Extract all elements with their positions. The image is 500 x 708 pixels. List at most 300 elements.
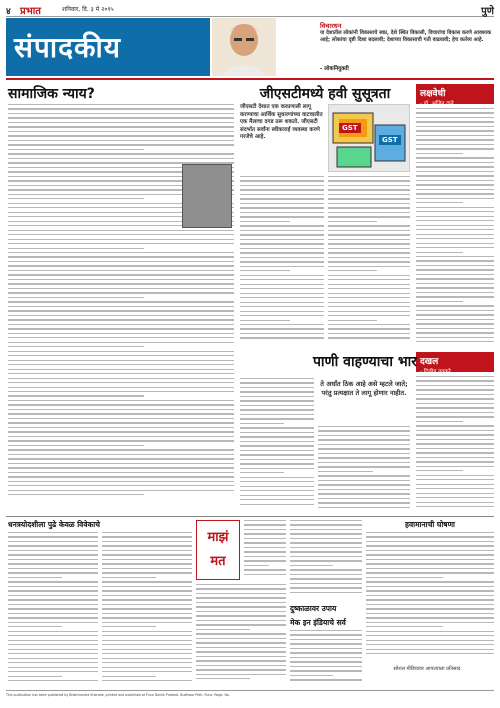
text-line [328, 257, 410, 258]
text-line [416, 457, 494, 458]
text-line [8, 440, 234, 441]
thought-author: - लोकनियुक्ती [320, 66, 349, 72]
text-line [328, 337, 410, 338]
text-line [240, 261, 324, 262]
text-line [244, 520, 286, 521]
text-line [416, 497, 494, 498]
text-line [416, 283, 494, 284]
text-line [366, 581, 494, 582]
section-2-body [416, 376, 494, 512]
text-line [318, 462, 410, 463]
text-line [366, 577, 443, 578]
bottom-col-5 [290, 520, 362, 600]
text-line [290, 569, 362, 570]
text-line [8, 261, 234, 262]
text-line [416, 421, 463, 422]
text-line [290, 556, 362, 557]
text-line [102, 532, 192, 533]
text-line [328, 333, 410, 334]
text-line [102, 662, 192, 663]
text-line [240, 311, 324, 312]
text-line [240, 239, 324, 240]
text-line [328, 293, 410, 294]
text-line [328, 320, 377, 321]
text-line [8, 608, 98, 609]
text-line [416, 265, 494, 266]
text-line [416, 260, 494, 261]
text-line [240, 297, 324, 298]
text-line [416, 269, 494, 270]
text-line [102, 541, 192, 542]
text-line [8, 536, 98, 537]
text-line [8, 131, 234, 132]
text-line [8, 274, 234, 275]
text-line [8, 369, 234, 370]
text-line [8, 144, 234, 145]
text-line [416, 189, 494, 190]
text-line [8, 342, 234, 343]
text-line [416, 247, 494, 248]
text-line [416, 139, 494, 140]
text-line [328, 221, 377, 222]
text-line [102, 599, 192, 600]
text-line [328, 297, 410, 298]
text-line [102, 595, 192, 596]
text-line [244, 529, 286, 530]
text-line [240, 337, 324, 338]
text-line [8, 590, 98, 591]
text-line [318, 484, 410, 485]
text-line [196, 642, 286, 643]
text-line [416, 117, 494, 118]
text-line [366, 559, 494, 560]
text-line [328, 275, 410, 276]
text-line [196, 620, 286, 621]
text-line [240, 391, 314, 392]
masthead [6, 4, 494, 17]
text-line [328, 234, 410, 235]
text-line [290, 538, 362, 539]
section-2-title: दखल [420, 357, 439, 367]
text-line [196, 651, 286, 652]
bottom-col-1 [8, 532, 98, 686]
gst-photo [328, 104, 410, 172]
text-line [240, 185, 324, 186]
text-line [416, 337, 494, 338]
text-line [366, 563, 494, 564]
text-line [328, 230, 410, 231]
text-line [8, 234, 234, 235]
text-line [8, 599, 98, 600]
text-line [240, 194, 324, 195]
text-line [240, 275, 324, 276]
text-line [416, 314, 494, 315]
text-line [240, 427, 314, 428]
text-line [240, 490, 314, 491]
text-line [240, 414, 314, 415]
text-line [8, 436, 234, 437]
brand-logo: प्रभात [20, 6, 42, 17]
text-line [102, 586, 192, 587]
text-line [318, 448, 410, 449]
text-line [328, 324, 410, 325]
text-line [416, 225, 494, 226]
text-line [8, 319, 234, 320]
text-line [8, 387, 234, 388]
text-line [240, 230, 324, 231]
thought-quote: या देशातील लोकांनी विकासाचे स्वप्न, देशे स्थित विकासी, विचारांचा विकास करणे आवश्यक आहे; लोकांचा दृष्टी दिशा बदलावी; देशाच्या विकासाची गती वाढवावी; हेच कर्तव्य आहे. [320, 30, 492, 43]
text-line [8, 667, 98, 668]
text-line [328, 207, 410, 208]
text-line [8, 126, 234, 127]
text-line [102, 667, 192, 668]
text-line [416, 443, 494, 444]
gst-tag-2: GST [379, 135, 401, 145]
text-line [8, 463, 234, 464]
text-line [416, 252, 463, 253]
text-line [318, 453, 410, 454]
issue-date: शनिवार, दि. ३ मे २०१५ [62, 6, 114, 13]
text-line [196, 593, 286, 594]
text-line [8, 458, 234, 459]
text-line [102, 545, 192, 546]
text-line [318, 444, 410, 445]
text-line [8, 256, 234, 257]
text-line [240, 504, 314, 505]
text-line [416, 220, 494, 221]
text-line [290, 679, 362, 680]
text-line [328, 216, 410, 217]
text-line [240, 333, 324, 334]
text-line [196, 588, 286, 589]
text-line [8, 640, 98, 641]
text-line [416, 412, 494, 413]
text-line [416, 434, 494, 435]
text-line [416, 323, 494, 324]
text-line [290, 574, 362, 575]
text-line [366, 617, 494, 618]
text-line [240, 207, 324, 208]
text-line [416, 207, 494, 208]
text-line [290, 560, 362, 561]
text-line [240, 495, 314, 496]
text-line [416, 470, 463, 471]
bottom-col-6 [366, 532, 494, 662]
text-line [8, 279, 234, 280]
text-line [416, 398, 494, 399]
text-line [366, 586, 494, 587]
text-line [328, 261, 410, 262]
text-line [102, 568, 192, 569]
text-line [416, 153, 463, 154]
text-line [8, 563, 98, 564]
page-number: ४ [6, 7, 11, 17]
text-line [240, 252, 324, 253]
bottom-title-2: दुष्काळावर उपाय [290, 604, 337, 613]
text-line [8, 351, 234, 352]
text-line [244, 574, 286, 575]
text-line [244, 533, 286, 534]
text-line [8, 382, 234, 383]
text-line [8, 676, 62, 677]
text-line [328, 189, 410, 190]
text-line [416, 407, 494, 408]
text-line [366, 541, 494, 542]
box-story-title: पाणी वाहण्याचा भार [312, 354, 418, 370]
text-line [416, 112, 494, 113]
text-line [196, 665, 286, 666]
text-line [244, 565, 269, 566]
text-line [244, 524, 286, 525]
text-line [244, 560, 286, 561]
text-line [416, 211, 494, 212]
text-line [318, 502, 410, 503]
text-line [240, 288, 324, 289]
text-line [328, 198, 410, 199]
text-line [366, 536, 494, 537]
text-line [8, 315, 234, 316]
text-line [416, 135, 494, 136]
text-line [290, 666, 362, 667]
text-line [240, 400, 314, 401]
text-line [416, 121, 494, 122]
text-line [366, 622, 494, 623]
text-line [290, 542, 362, 543]
text-line [240, 436, 314, 437]
text-line [318, 480, 410, 481]
thought-heading: विचारधन [320, 22, 342, 30]
text-line [366, 613, 494, 614]
text-line [196, 674, 286, 675]
text-line [240, 382, 314, 383]
text-line [102, 671, 192, 672]
text-line [416, 506, 494, 507]
text-line [8, 158, 234, 159]
text-line [8, 581, 98, 582]
text-line [8, 568, 98, 569]
text-line [416, 452, 494, 453]
text-line [416, 256, 494, 257]
text-line [416, 448, 494, 449]
text-line [240, 266, 324, 267]
text-line [8, 108, 234, 109]
text-line [416, 274, 494, 275]
text-line [416, 216, 494, 217]
text-line [416, 461, 494, 462]
text-line [8, 653, 98, 654]
text-line [8, 418, 234, 419]
divider [6, 78, 494, 80]
text-line [240, 477, 314, 478]
email-line: सोशल मीडियावर आपल्याला प्रतिसाद [393, 666, 461, 672]
text-line [318, 489, 410, 490]
text-line [8, 622, 98, 623]
text-line [290, 565, 333, 566]
footer: This publication has been published by Bhalchandra Kharade, printed and published at Pune Dainik Prabhat, Budhwar Peth, Pune. Regd. No. [6, 690, 494, 698]
text-line [8, 649, 98, 650]
bottom-col-4 [244, 520, 286, 580]
text-line [102, 554, 192, 555]
text-line [416, 425, 494, 426]
text-line [416, 180, 494, 181]
text-line [416, 328, 494, 329]
text-line [8, 635, 98, 636]
text-line [244, 547, 286, 548]
text-line [102, 559, 192, 560]
text-line [244, 542, 286, 543]
text-line [8, 333, 234, 334]
text-line [366, 604, 494, 605]
text-line [102, 572, 192, 573]
text-line [328, 284, 410, 285]
text-line [366, 595, 494, 596]
text-line [8, 292, 234, 293]
text-line [328, 176, 410, 177]
text-line [328, 252, 410, 253]
text-line [102, 626, 156, 627]
text-line [416, 130, 494, 131]
text-line [290, 661, 362, 662]
text-line [240, 396, 314, 397]
text-line [416, 126, 494, 127]
text-line [102, 631, 192, 632]
text-line [240, 468, 314, 469]
text-line [416, 234, 494, 235]
text-line [8, 198, 144, 199]
text-line [240, 432, 314, 433]
text-line [8, 481, 234, 482]
text-line [8, 490, 234, 491]
section-head-1 [416, 84, 494, 107]
text-line [8, 472, 234, 473]
text-line [416, 296, 494, 297]
text-line [416, 466, 494, 467]
text-line [8, 559, 98, 560]
text-line [240, 409, 314, 410]
text-line [416, 479, 494, 480]
text-line [240, 248, 324, 249]
text-line [290, 583, 362, 584]
text-line [416, 488, 494, 489]
portrait-icon [212, 18, 276, 76]
bottom-title-3: हवामानाची घोषणा [404, 520, 456, 529]
text-line [8, 297, 144, 298]
text-line [366, 550, 494, 551]
text-line [8, 265, 234, 266]
text-line [8, 467, 234, 468]
text-line [196, 611, 286, 612]
text-line [290, 648, 362, 649]
text-line [416, 108, 494, 109]
text-line [328, 306, 410, 307]
text-line [416, 229, 494, 230]
text-line [102, 653, 192, 654]
text-line [416, 493, 494, 494]
text-line [244, 556, 286, 557]
text-line [290, 533, 362, 534]
text-line [328, 212, 410, 213]
text-line [102, 577, 156, 578]
editorial-2-body-col-1 [240, 176, 324, 344]
box-story-pull-quote: ते अर्धांत ठिक आहे असे म्हटले जाते; परंतु प्रत्यक्षात ते लागू होणार नाहीत. [320, 380, 408, 397]
text-line [290, 578, 362, 579]
text-line [8, 476, 234, 477]
text-line [102, 581, 192, 582]
majha-label-1: माझं [207, 530, 229, 545]
text-line [8, 310, 234, 311]
text-line [196, 615, 286, 616]
text-line [240, 225, 324, 226]
text-line [290, 524, 362, 525]
text-line [8, 485, 234, 486]
thought-box [212, 18, 494, 76]
text-line [240, 320, 290, 321]
text-line [240, 203, 324, 204]
text-line [8, 328, 234, 329]
text-line [240, 293, 324, 294]
text-line [8, 140, 234, 141]
text-line [102, 550, 192, 551]
text-line [8, 391, 234, 392]
text-line [8, 550, 98, 551]
text-line [416, 162, 494, 163]
text-line [416, 243, 494, 244]
text-line [8, 454, 234, 455]
text-line [8, 626, 62, 627]
text-line [8, 613, 98, 614]
text-line [416, 193, 494, 194]
text-line [318, 493, 410, 494]
gst-tag-1: GST [339, 123, 361, 133]
text-line [416, 278, 494, 279]
text-line [328, 248, 410, 249]
bottom-col-7 [290, 630, 362, 686]
bottom-col-3 [196, 584, 286, 686]
text-line [290, 643, 362, 644]
text-line [416, 202, 463, 203]
editorial-2-lead: जीएसटी देशात एक करप्रणाली लागू करण्याचा आर्थिक सुधारणांच्या वाटचालीत एक मैलाचा दगड ठरू शकतो. जीएसटी संदर्भात सर्वांना स्वीकारार्ह व्यवस्था करणे गरजेचे आहे. [240, 104, 323, 140]
text-line [416, 175, 494, 176]
text-line [366, 545, 494, 546]
text-line [8, 288, 234, 289]
text-line [416, 502, 494, 503]
text-line [8, 400, 234, 401]
section-1-author: - डॉ. अजित दाते [420, 101, 454, 107]
text-line [8, 306, 234, 307]
text-line [416, 166, 494, 167]
text-line [328, 315, 410, 316]
text-line [244, 538, 286, 539]
text-line [318, 439, 410, 440]
text-line [318, 498, 410, 499]
text-line [244, 569, 286, 570]
text-line [8, 644, 98, 645]
text-line [240, 324, 324, 325]
editorial-1-photo [182, 164, 232, 228]
text-line [240, 463, 314, 464]
text-line [8, 449, 234, 450]
text-line [8, 337, 234, 338]
text-line [196, 669, 286, 670]
text-line [8, 364, 234, 365]
editorial-banner [6, 18, 210, 76]
text-line [8, 586, 98, 587]
text-line [290, 520, 362, 521]
text-line [8, 283, 234, 284]
text-line [8, 617, 98, 618]
text-line [240, 212, 324, 213]
text-line [290, 592, 362, 593]
